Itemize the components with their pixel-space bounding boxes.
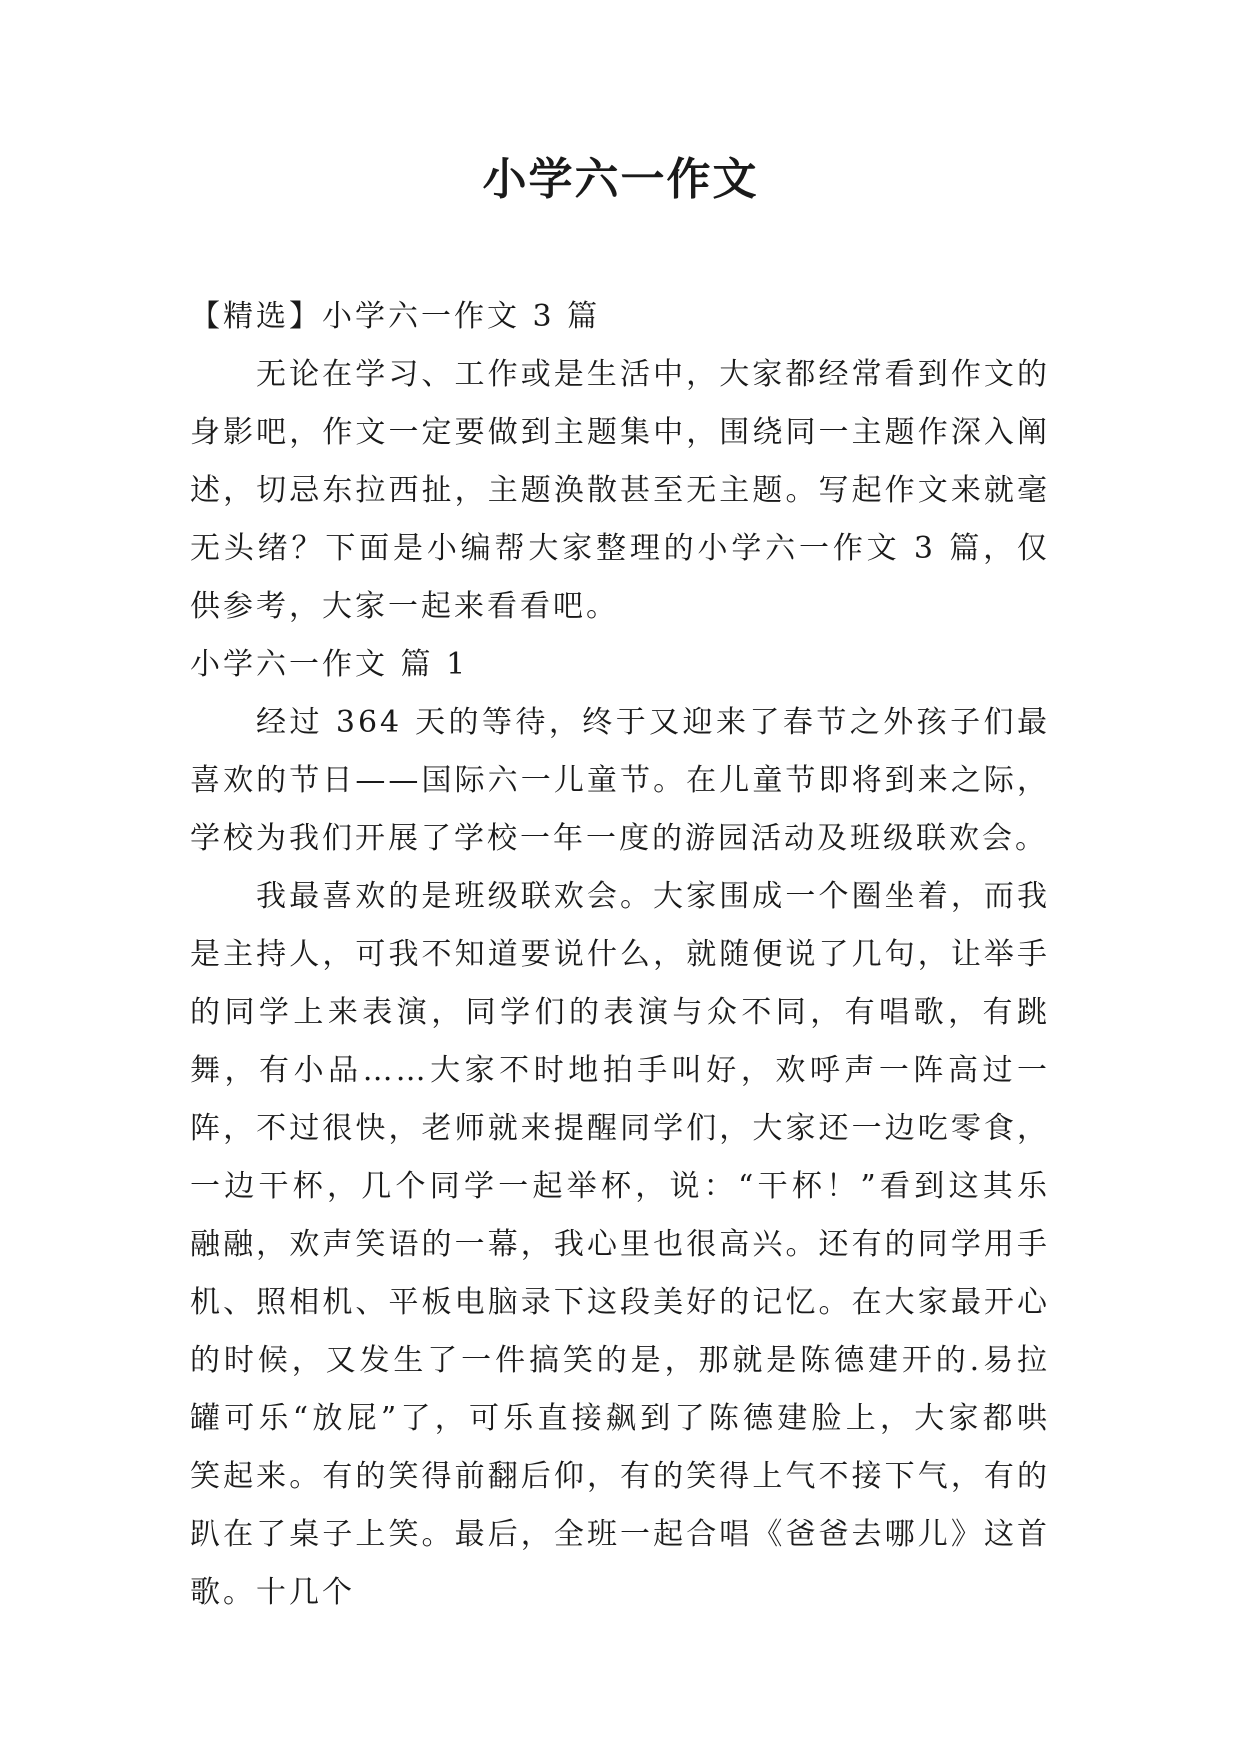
section-heading: 小学六一作文 篇 1	[190, 647, 469, 682]
intro-paragraph: 无论在学习、工作或是生活中，大家都经常看到作文的身影吧，作文一定要做到主题集中，围绕同一主题作深入阐述，切忌东拉西扯，主题涣散甚至无主题。写起作文来就毫无头绪？下面是小编帮大家整理的小学六一作文 3 篇，仅供参考，大家一起来看看吧。	[190, 357, 1050, 624]
document-title: 小学六一作文	[482, 154, 759, 205]
body-paragraph: 经过 364 天的等待，终于又迎来了春节之外孩子们最喜欢的节日——国际六一儿童节。在儿童节即将到来之际，学校为我们开展了学校一年一度的游园活动及班级联欢会。	[190, 705, 1050, 856]
document-subtitle: 【精选】小学六一作文 3 篇	[190, 299, 601, 334]
document-body	[190, 288, 1050, 1622]
body-paragraph: 我最喜欢的是班级联欢会。大家围成一个圈坐着，而我是主持人，可我不知道要说什么，就随便说了几句，让举手的同学上来表演，同学们的表演与众不同，有唱歌，有跳舞，有小品……大家不时地拍手叫好，欢呼声一阵高过一阵，不过很快，老师就来提醒同学们，大家还一边吃零食，一边干杯，几个同学一起举杯，说：“干杯！”看到这其乐融融，欢声笑语的一幕，我心里也很高兴。还有的同学用手机、照相机、平板电脑录下这段美好的记忆。在大家最开心的时候，又发生了一件搞笑的是，那就是陈德建开的.易拉罐可乐“放屁”了，可乐直接飙到了陈德建脸上，大家都哄笑起来。有的笑得前翻后仰，有的笑得上气不接下气，有的趴在了桌子上笑。最后，全班一起合唱《爸爸去哪儿》这首歌。十几个	[190, 879, 1050, 1610]
